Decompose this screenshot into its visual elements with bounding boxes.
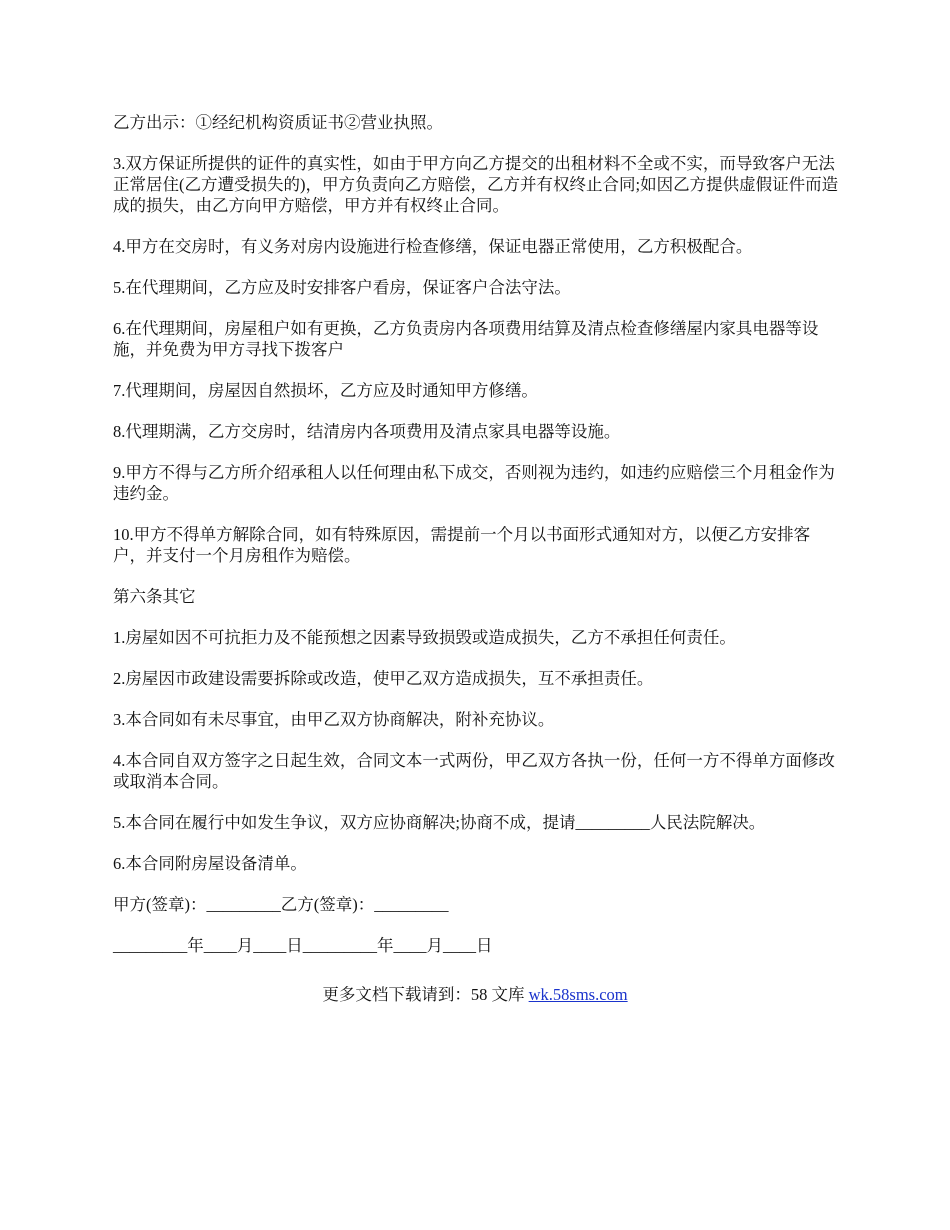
paragraph-other-4: 4.本合同自双方签字之日起生效，合同文本一式两份，甲乙双方各执一份，任何一方不得单方面修改或取消本合同。 (113, 751, 835, 791)
date-line: _________年____月____日_________年____月____日 (113, 936, 493, 955)
footer-link[interactable]: wk.58sms.com (528, 985, 628, 1004)
section-heading-article-6: 第六条其它 (113, 587, 196, 606)
signature-line: 甲方(签章)：_________乙方(签章)：_________ (113, 895, 449, 914)
paragraph-clause-3: 3.双方保证所提供的证件的真实性，如由于甲方向乙方提交的出租材料不全或不实，而导致客户无法正常居住(乙方遭受损失的)，甲方负责向乙方赔偿，乙方并有权终止合同;如因乙方提供虚假证件而造成的损失，由乙方向甲方赔偿，甲方并有权终止合同。 (113, 154, 839, 215)
footer-download-note (0, 984, 950, 1005)
footer-prefix: 更多文档下载请到：58 文库 (322, 985, 529, 1004)
paragraph-clause-10: 10.甲方不得单方解除合同，如有特殊原因，需提前一个月以书面形式通知对方，以便乙方安排客户，并支付一个月房租作为赔偿。 (113, 525, 811, 565)
paragraph-clause-6: 6.在代理期间，房屋租户如有更换，乙方负责房内各项费用结算及清点检查修缮屋内家具电器等设施，并免费为甲方寻找下拨客户 (113, 319, 819, 359)
paragraph-other-3: 3.本合同如有未尽事宜，由甲乙双方协商解决，附补充协议。 (113, 710, 555, 729)
paragraph-other-1: 1.房屋如因不可抗拒力及不能预想之因素导致损毁或造成损失，乙方不承担任何责任。 (113, 628, 736, 647)
paragraph-clause-9: 9.甲方不得与乙方所介绍承租人以任何理由私下成交，否则视为违约，如违约应赔偿三个月租金作为违约金。 (113, 463, 835, 503)
paragraph-other-6: 6.本合同附房屋设备清单。 (113, 854, 307, 873)
paragraph-clause-4: 4.甲方在交房时，有义务对房内设施进行检查修缮，保证电器正常使用，乙方积极配合。 (113, 237, 753, 256)
document-body (113, 112, 843, 976)
paragraph-show-documents: 乙方出示：①经纪机构资质证书②营业执照。 (113, 113, 443, 132)
paragraph-clause-8: 8.代理期满，乙方交房时，结清房内各项费用及清点家具电器等设施。 (113, 422, 621, 441)
paragraph-clause-7: 7.代理期间，房屋因自然损坏，乙方应及时通知甲方修缮。 (113, 381, 538, 400)
paragraph-other-5: 5.本合同在履行中如发生争议，双方应协商解决;协商不成，提请_________人民法院解决。 (113, 813, 766, 832)
paragraph-clause-5: 5.在代理期间，乙方应及时安排客户看房，保证客户合法守法。 (113, 278, 571, 297)
paragraph-other-2: 2.房屋因市政建设需要拆除或改造，使甲乙双方造成损失，互不承担责任。 (113, 669, 654, 688)
